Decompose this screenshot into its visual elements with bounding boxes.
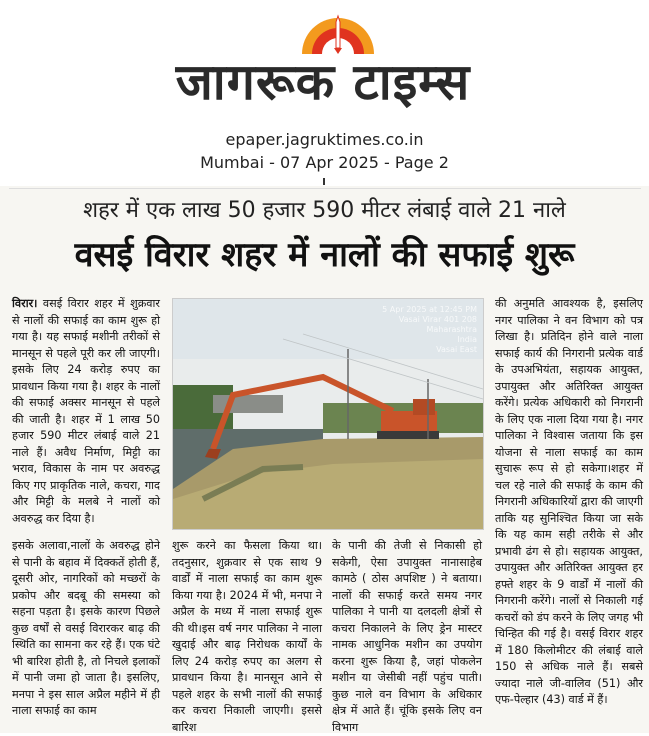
column-3 (332, 538, 482, 736)
logo (118, 8, 528, 118)
website-url: epaper.jagruktimes.co.in (225, 130, 424, 149)
photo-timestamp: 5 Apr 2025 at 12:45 PM Vasai Virar 401 208 Maharashtra India Vasai East (382, 305, 477, 354)
column-2 (172, 538, 322, 736)
article-kicker: शहर में एक लाख 50 हजार 590 मीटर लंबाई वाले 21 नाले (83, 198, 566, 223)
masthead (0, 0, 649, 185)
news-photo (172, 298, 484, 530)
news-clipping (0, 186, 649, 733)
top-rule (9, 188, 641, 189)
body-text: के पानी की तेजी से निकासी हो सकेगी, ऐसा उपायुक्त नानासाहेब कामठे ( ठोस अपशिष्ट ) ने बताया। नालों की सफाई करते समय नगर पालिका ने पानी या दलदली क्षेत्रों से कचरा निकालने के लिए ड्रेन मास्टर नामक आधुनिक मशीन का उपयोग करना शुरू किया है, जहां पोकलेन मशीन या जेसीबी नहीं पहुंच पाती। कुछ नाले वन विभाग के अधिकार क्षेत्र में आते हैं। चूंकि इसके लिए वन विभाग (332, 539, 482, 734)
body-text: शुरू करने का फैसला किया था। तदनुसार, शुक्रवार से एक साथ 9 वार्डों में नाला सफाई का काम शुरू किया गया है। 2024 में भी, मनपा ने अप्रैल के मध्य में नाला सफाई शुरू की थी।इस वर्ष नगर पालिका ने नाला खुदाई और बाढ़ निरोधक कार्यों के लिए 24 करोड़ रुपए का अलग से प्रावधान किया है। मानसून आने से पहले शहर के सभी नालों की सफाई कर कचरा निकाली जाएगी। इससे बारिश (172, 539, 322, 734)
column-1-top (12, 296, 160, 527)
dateline: विरार। (12, 297, 38, 310)
column-4 (495, 296, 643, 709)
body-text: वसई विरार शहर में शुक्रवार से नालों की सफाई का काम शुरू हो गया है। यह सफाई मशीनी तरीकों से मानसून से पहले पूरी कर ली जाएगी। इसके लिए 24 करोड़ रुपए का प्रावधान किया गया है। शहर के नालों की सफाई अक्सर मानसून से पहले की जाती है। शहर में 1 लाख 50 हजार 590 मीटर लंबाई वाले 21 नाले हैं। अवैध निर्माण, मिट्टी का भराव, विकास के नाम पर अवरुद्ध किए गए प्राकृतिक नाले, कचरा, गाद और मिट्टी के मलबे ने नालों को अवरुद्ध कर दिया है। (12, 297, 160, 525)
edition-info: Mumbai - 07 Apr 2025 - Page 2 (200, 153, 449, 172)
sun-logo-icon (298, 14, 378, 54)
article-headline: वसई विरार शहर में नालों की सफाई शुरू (74, 235, 575, 275)
column-1-bottom (12, 538, 160, 720)
body-text: की अनुमति आवश्यक है, इसलिए नगर पालिका ने वन विभाग को पत्र लिखा है। प्रतिदिन होने वाले नाला सफाई कार्य की निगरानी प्रत्येक वार्ड के उपअभियंता, सहायक आयुक्त, उपायुक्त और अतिरिक्त आयुक्त करेंगे। प्रत्येक अधिकारी को निगरानी के लिए एक नाला दिया गया है। नगर पालिका ने विश्वास जताया कि इस योजना से नाला सफाई का काम सुचारू रूप से हो सकेगा।शहर में चल रहे नाले की सफाई के काम की निगरानी अधिकारियों द्वारा की जाएगी ताकि यह सुनिश्चित किया जा सके कि यह काम सही तरीके से और प्रभावी ढंग से हो। सहायक आयुक्त, उपायुक्त और अतिरिक्त आयुक्त हर हफ्ते शहर के 9 वार्डों में नालों की निगरानी करेंगे। नालों से निकाली गई कचरों को डंप करने के लिए जगह भी चिन्हित की गई है। वसई विरार शहर में 180 किलोमीटर की लंबाई वाले 150 से अधिक नाले हैं। सबसे ज्यादा नाले जी-वालिव (51) और एफ-पेल्हार (43) वार्ड में हैं। (495, 297, 643, 706)
body-text: इसके अलावा,नालों के अवरुद्ध होने से पानी के बहाव में दिक्कतें होती हैं, दूसरी ओर, नागरिकों को मच्छरों के प्रकोप और बदबू की समस्या को सहना पड़ता है। इसके कारण पिछले कुछ वर्षों से वसई विरारकर बाढ़ की स्थिति का सामना कर रहे हैं। एक घंटे भी बारिश होती है, तो निचले इलाकों में पानी जमा हो जाता है। इसलिए, मनपा ने इस साल अप्रैल महीने में ही नाला सफाई का काम (12, 539, 160, 717)
brand-name: जागरूक टाइम्स (175, 53, 471, 111)
fold-marker (323, 178, 325, 185)
